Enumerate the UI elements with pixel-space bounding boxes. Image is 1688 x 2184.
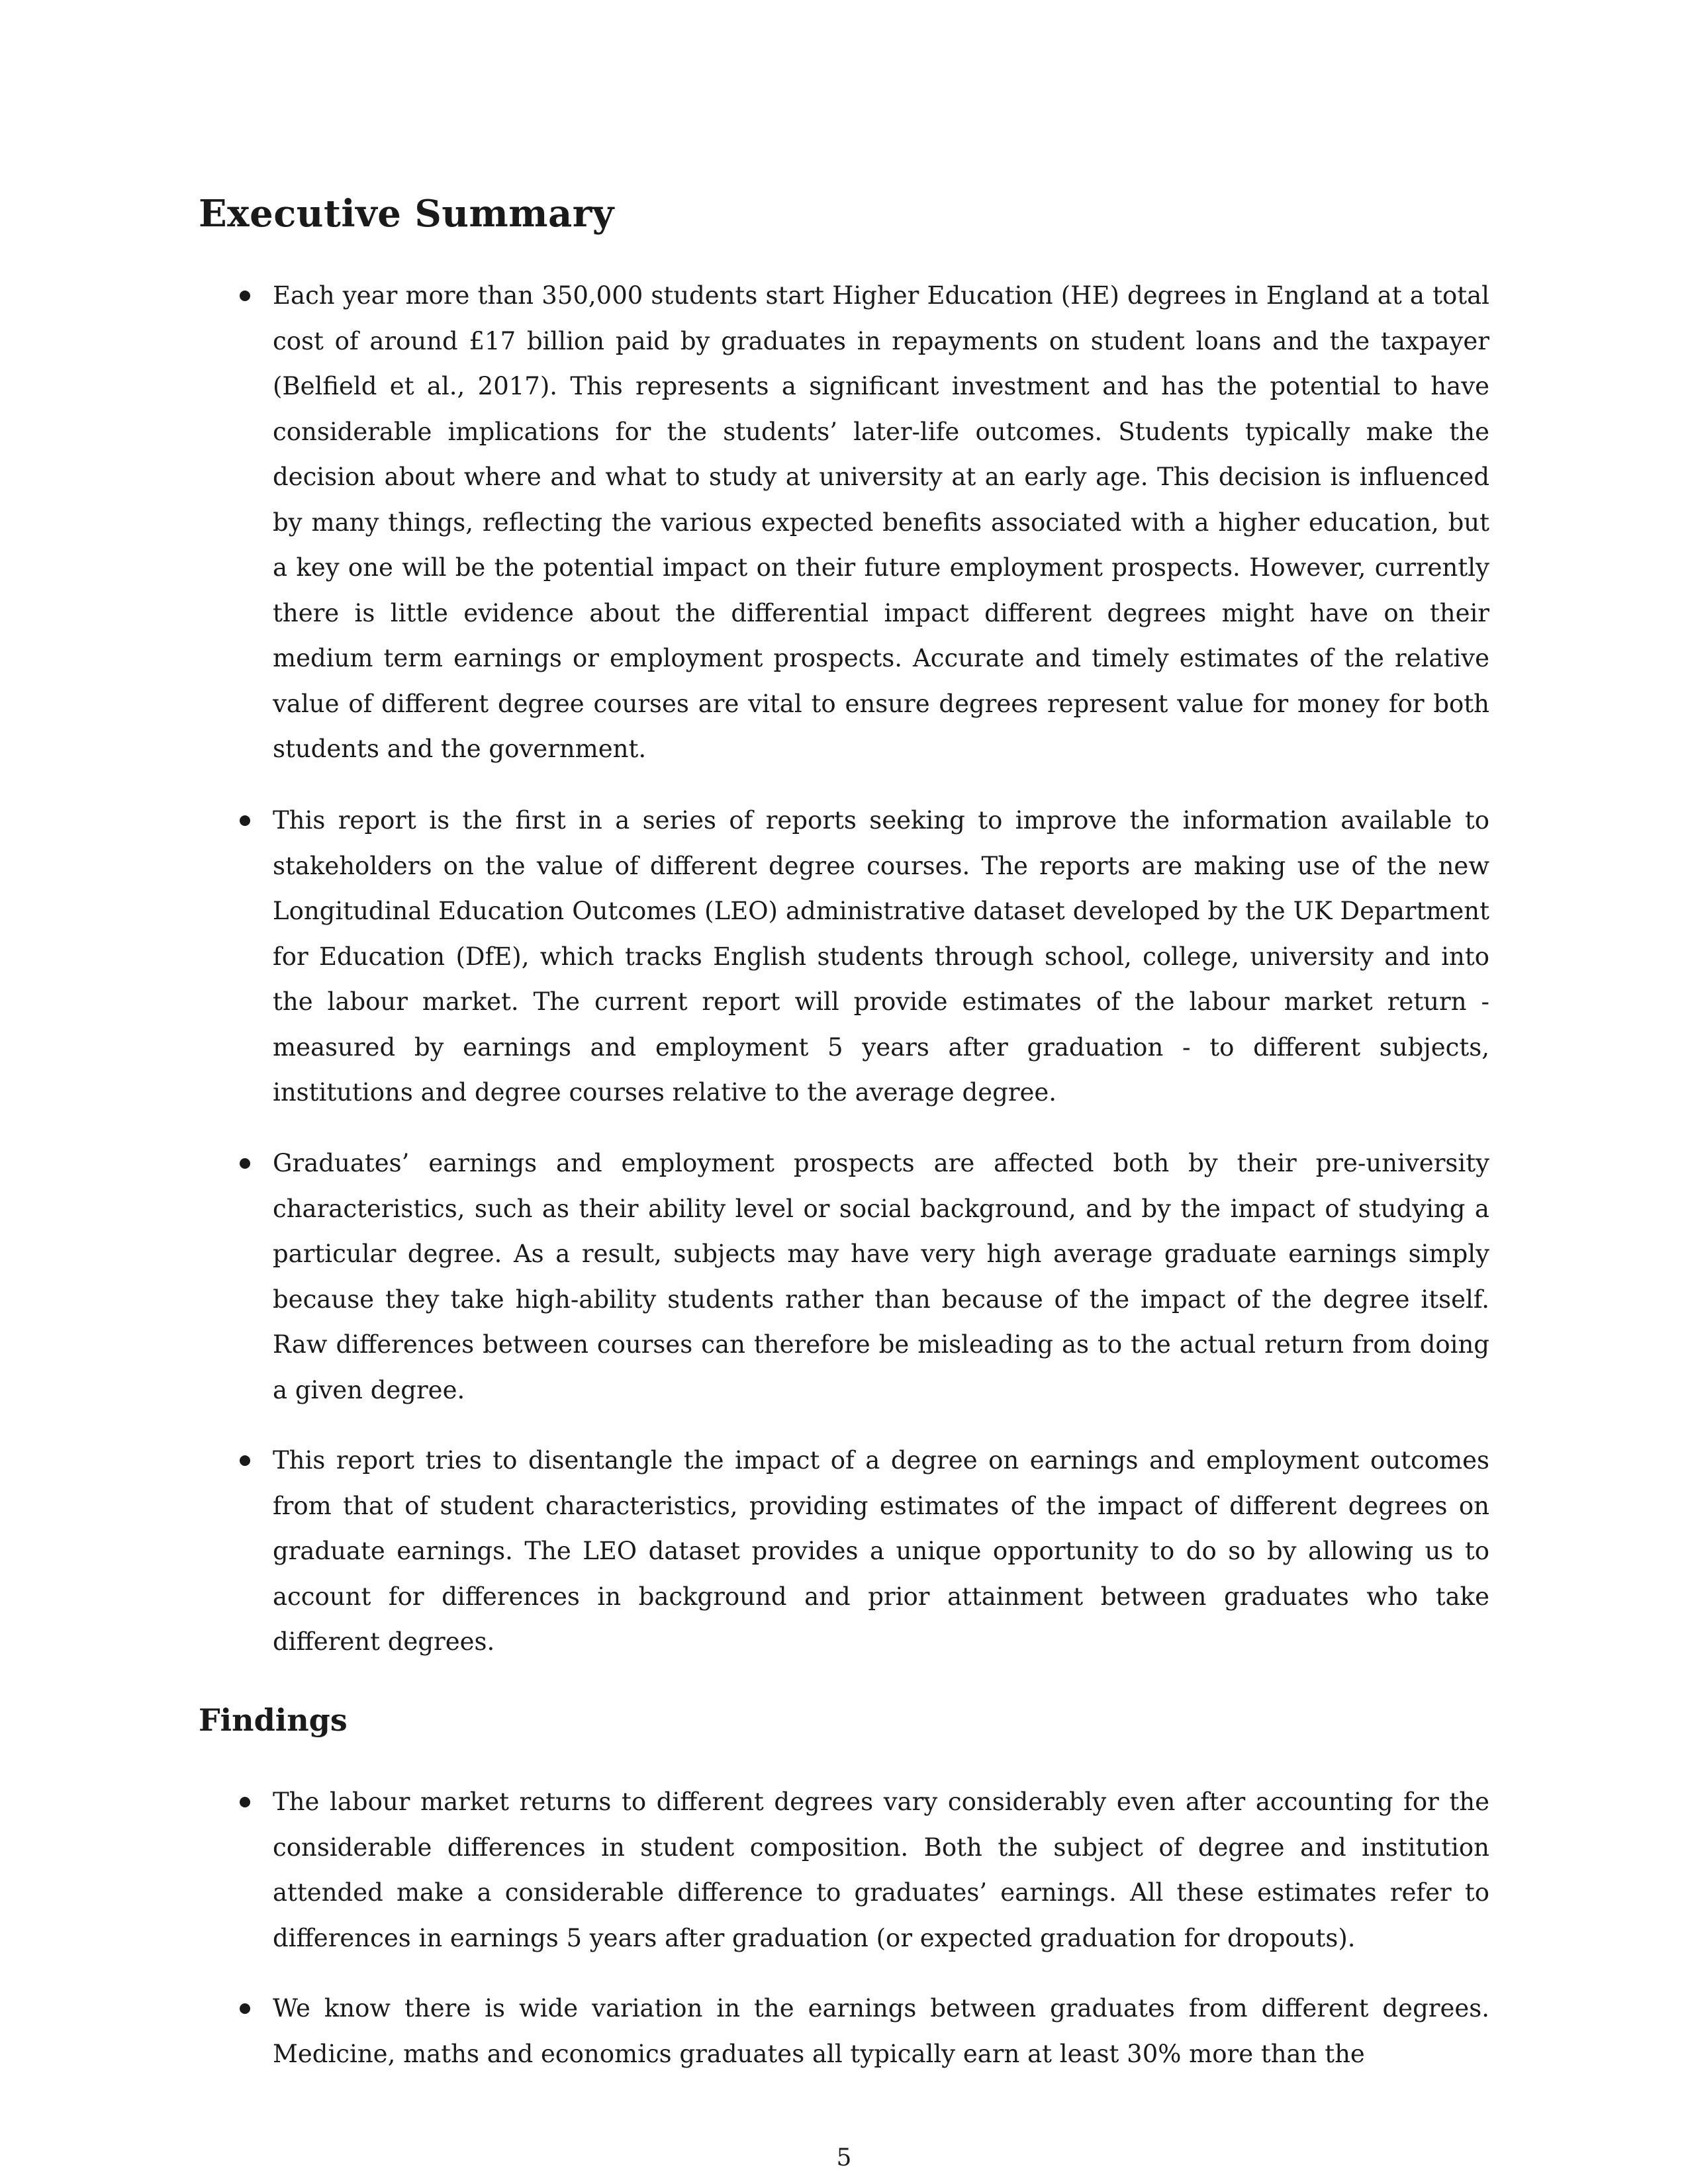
summary-bullet-3-text: Graduates’ earnings and employment prospects are affected both by their pre-university characteristics, such as their ability level or social background, and by the impact of studying a particular degree. As a result, subjects may have very high average graduate earnings simply because they take high-ability students rather than because of the impact of the degree itself. Raw differences between courses can therefore be misleading as to the actual return from doing a given degree. <box>273 1149 1489 1404</box>
executive-summary-heading: Executive Summary <box>199 192 614 236</box>
summary-bullet-4-text: This report tries to disentangle the impact of a degree on earnings and employment outcomes from that of student characteristics, providing estimates of the impact of different degrees on graduate earnings. The LEO dataset provides a unique opportunity to do so by allowing us to account for differences in background and prior attainment between graduates who take different degrees. <box>273 1446 1489 1656</box>
bullet-icon <box>240 2003 250 2014</box>
findings-bullet-1-text: The labour market returns to different degrees vary considerably even after accounting for the considerable differences in student composition. Both the subject of degree and institution attended make a considerable difference to graduates’ earnings. All these estimates refer to differences in earnings 5 years after graduation (or expected graduation for dropouts). <box>273 1788 1489 1952</box>
findings-heading: Findings <box>199 1702 348 1738</box>
page-number: 5 <box>836 2144 852 2171</box>
bullet-icon <box>240 815 250 826</box>
bullet-icon <box>240 1158 250 1169</box>
bullet-icon <box>240 1455 250 1466</box>
summary-bullet-2-text: This report is the first in a series of reports seeking to improve the information available to stakeholders on the value of different degree courses. The reports are making use of the new Longitudinal Education Outcomes (LEO) administrative dataset developed by the UK Department for Education (DfE), which tracks English students through school, college, university and into the labour market. The current report will provide estimates of the labour market return - measured by earnings and employment 5 years after graduation - to different subjects, institutions and degree courses relative to the average degree. <box>273 806 1489 1107</box>
summary-bullet-1-text: Each year more than 350,000 students start Higher Education (HE) degrees in England at a total cost of around £17 billion paid by graduates in repayments on student loans and the taxpayer (Belfield et al., 2017). This represents a significant investment and has the potential to have considerable implications for the students’ later-life outcomes. Students typically make the decision about where and what to study at university at an early age. This decision is influenced by many things, reflecting the various expected benefits associated with a higher education, but a key one will be the potential impact on their future employment prospects. However, currently there is little evidence about the differential impact different degrees might have on their medium term earnings or employment prospects. Accurate and timely estimates of the relative value of different degree courses are vital to ensure degrees represent value for money for both students and the government. <box>273 281 1489 763</box>
findings-bullet-2-text: We know there is wide variation in the earnings between graduates from different degrees. Medicine, maths and economics graduates all typically earn at least 30% more than the <box>273 1994 1489 2068</box>
bullet-icon <box>240 291 250 301</box>
bullet-icon <box>240 1797 250 1807</box>
